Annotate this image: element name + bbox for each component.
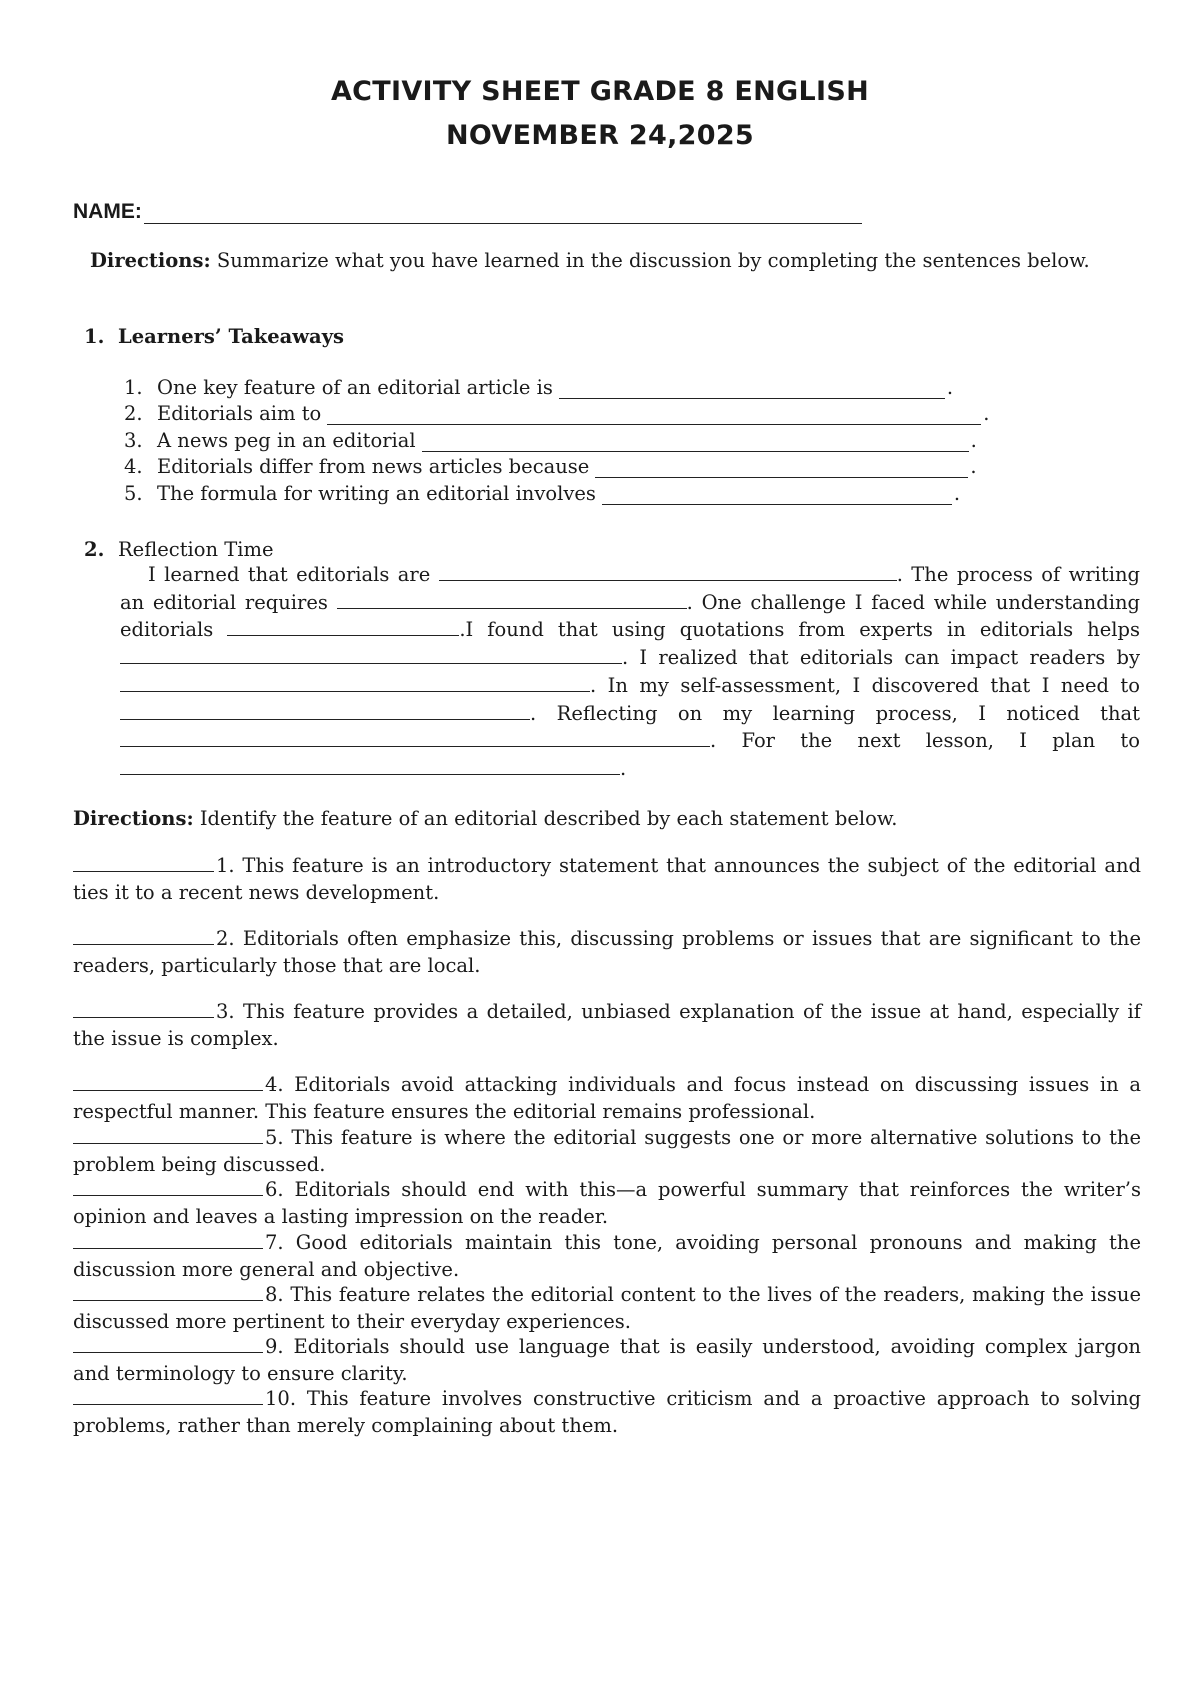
reflection-text: . I realized that editorials can impact readers by bbox=[622, 646, 1140, 670]
question-text: 1. This feature is an introductory statement that announces the subject of the editorial and ties it to a recent news development. bbox=[73, 854, 1141, 904]
item-end: . bbox=[970, 455, 977, 478]
question-item bbox=[73, 1071, 1141, 1125]
question-item bbox=[73, 1333, 1141, 1387]
section-reflection-heading bbox=[84, 538, 274, 561]
question-text: 6. Editorials should end with this—a powerful summary that reinforces the writer’s opinion and leaves a lasting impression on the reader. bbox=[73, 1178, 1141, 1228]
item-number: 5. bbox=[124, 481, 143, 505]
reflection-text: . For the next lesson, I plan to bbox=[710, 729, 1140, 753]
question-text: 5. This feature is where the editorial suggests one or more alternative solutions to the problem being discussed. bbox=[73, 1126, 1141, 1176]
item-text: Editorials differ from news articles because bbox=[157, 455, 590, 478]
answer-blank[interactable] bbox=[73, 1125, 263, 1144]
question-text: 9. Editorials should use language that is easily understood, avoiding complex jargon and terminology to ensure clarity. bbox=[73, 1335, 1141, 1385]
answer-blank[interactable] bbox=[73, 926, 214, 945]
answer-blank[interactable] bbox=[422, 433, 969, 452]
reflection-blank[interactable] bbox=[120, 756, 620, 775]
directions-label: Directions: bbox=[90, 249, 211, 272]
section-number: 1. bbox=[84, 325, 105, 348]
answer-blank[interactable] bbox=[327, 406, 981, 425]
name-label: NAME: bbox=[73, 200, 142, 223]
answer-blank[interactable] bbox=[73, 1230, 263, 1249]
section-learners-takeaways-heading bbox=[84, 325, 344, 348]
item-end: . bbox=[946, 375, 954, 399]
reflection-text: I learned that editorials are bbox=[148, 563, 439, 586]
list-item bbox=[124, 452, 1124, 479]
list-item bbox=[124, 372, 1124, 399]
directions-text: Summarize what you have learned in the discussion by completing the sentences below. bbox=[210, 249, 1090, 272]
answer-blank[interactable] bbox=[73, 999, 214, 1018]
question-text: 4. Editorials avoid attacking individuals and focus instead on discussing issues in a respectful manner. This feature ensures the editorial remains professional. bbox=[73, 1073, 1141, 1123]
answer-blank[interactable] bbox=[73, 1282, 263, 1301]
question-item bbox=[73, 1281, 1141, 1335]
item-end: . bbox=[983, 402, 990, 425]
answer-blank[interactable] bbox=[73, 853, 214, 872]
reflection-blank[interactable] bbox=[227, 617, 459, 636]
answer-blank[interactable] bbox=[73, 1386, 263, 1405]
directions-label: Directions: bbox=[73, 807, 194, 830]
sheet-date: NOVEMBER 24,2025 bbox=[445, 120, 755, 151]
reflection-blank[interactable] bbox=[120, 701, 530, 720]
takeaways-list bbox=[124, 372, 1124, 505]
reflection-blank[interactable] bbox=[337, 590, 687, 609]
reflection-blank[interactable] bbox=[439, 562, 897, 581]
item-number: 4. bbox=[124, 455, 143, 478]
answer-blank[interactable] bbox=[595, 459, 968, 478]
sheet-title: ACTIVITY SHEET GRADE 8 ENGLISH bbox=[330, 76, 870, 107]
section-title: Reflection Time bbox=[118, 538, 274, 561]
list-item bbox=[124, 399, 1124, 426]
reflection-text: .I found that using quotations from experts in editorials helps bbox=[459, 618, 1140, 642]
question-item bbox=[73, 1385, 1141, 1439]
question-item bbox=[73, 998, 1141, 1052]
reflection-blank[interactable] bbox=[120, 673, 590, 692]
question-text: 3. This feature provides a detailed, unbiased explanation of the issue at hand, especially if the issue is complex. bbox=[73, 1000, 1141, 1050]
question-text: 10. This feature involves constructive criticism and a proactive approach to solving problems, rather than merely complaining about them. bbox=[73, 1387, 1141, 1437]
item-text: Editorials aim to bbox=[157, 402, 322, 425]
item-end: . bbox=[970, 428, 977, 452]
item-end: . bbox=[953, 481, 961, 505]
item-text: The formula for writing an editorial involves bbox=[157, 481, 596, 505]
item-text: A news peg in an editorial bbox=[157, 428, 416, 452]
section-title: Learners’ Takeaways bbox=[118, 325, 345, 348]
answer-blank[interactable] bbox=[73, 1177, 263, 1196]
question-text: 2. Editorials often emphasize this, discussing problems or issues that are significant to the readers, particularly those that are local. bbox=[73, 927, 1141, 977]
reflection-blank[interactable] bbox=[120, 728, 710, 747]
question-text: 7. Good editorials maintain this tone, avoiding personal pronouns and making the discussion more general and objective. bbox=[73, 1231, 1141, 1281]
reflection-text: . One challenge I faced while understanding editorials bbox=[120, 590, 1140, 642]
item-text: One key feature of an editorial article is bbox=[157, 375, 553, 399]
question-text: 8. This feature relates the editorial content to the lives of the readers, making the issue discussed more pertinent to their everyday experiences. bbox=[73, 1283, 1141, 1333]
reflection-text: . Reflecting on my learning process, I noticed that bbox=[530, 701, 1140, 725]
name-field-row bbox=[73, 200, 862, 224]
section-number: 2. bbox=[84, 538, 105, 561]
question-item bbox=[73, 852, 1141, 906]
question-item bbox=[73, 925, 1141, 979]
item-number: 3. bbox=[124, 428, 143, 452]
reflection-blank[interactable] bbox=[120, 645, 622, 664]
directions-summarize bbox=[90, 247, 1140, 274]
reflection-text: . The process of writing an editorial requires bbox=[120, 563, 1140, 614]
question-item bbox=[73, 1229, 1141, 1283]
list-item bbox=[124, 425, 1124, 452]
item-number: 2. bbox=[124, 402, 143, 425]
directions-identify bbox=[73, 807, 897, 830]
list-item bbox=[124, 478, 1124, 505]
answer-blank[interactable] bbox=[73, 1334, 263, 1353]
answer-blank[interactable] bbox=[559, 380, 945, 399]
question-item bbox=[73, 1124, 1141, 1178]
reflection-paragraph bbox=[120, 561, 1140, 783]
reflection-text: . bbox=[620, 756, 627, 780]
answer-blank[interactable] bbox=[602, 486, 952, 505]
answer-blank[interactable] bbox=[73, 1072, 263, 1091]
item-number: 1. bbox=[124, 375, 143, 399]
directions-text: Identify the feature of an editorial described by each statement below. bbox=[193, 807, 898, 830]
name-blank[interactable] bbox=[144, 203, 862, 224]
reflection-text: . In my self-assessment, I discovered that I need to bbox=[590, 673, 1140, 697]
question-item bbox=[73, 1176, 1141, 1230]
